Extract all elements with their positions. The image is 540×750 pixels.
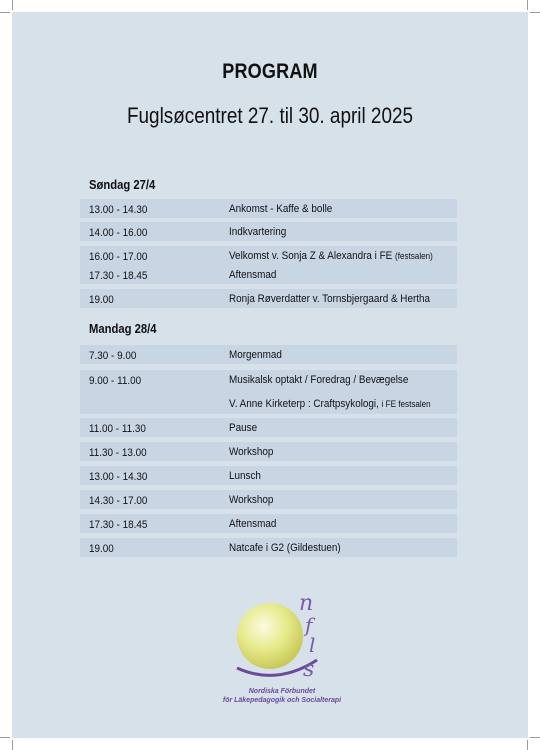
schedule-row: [80, 246, 457, 265]
sphere-icon: [237, 603, 303, 669]
row-time: 17.30 - 18.45: [89, 270, 148, 282]
row-time: 16.00 - 17.00: [89, 251, 148, 263]
logo-org-line2: för Läkepedagogik och Socialterapi: [222, 697, 342, 704]
program-page: [12, 12, 528, 738]
row-description: Indkvartering: [229, 226, 287, 238]
row-description: Workshop: [229, 494, 274, 506]
row-description: [229, 250, 433, 262]
row-description: Ankomst - Kaffe & bolle: [229, 203, 333, 215]
logo-letter-l: l: [309, 633, 316, 657]
logo-org-line1: Nordiska Förbundet: [248, 688, 316, 695]
row-description-2-text: V. Anne Kirketerp : Craftpsykologi,: [229, 398, 379, 410]
row-description: Aftensmad: [229, 269, 277, 281]
page-title: PROGRAM: [222, 60, 318, 83]
schedule-row: [80, 222, 457, 241]
row-time: 9.00 - 11.00: [89, 375, 142, 387]
row-description: Ronja Røverdatter v. Tornsbjergaard & Hertha: [229, 293, 431, 305]
schedule-row: [80, 418, 457, 437]
schedule-row: [80, 490, 457, 509]
schedule-row: [80, 370, 457, 414]
logo-letter-s: s: [303, 657, 315, 682]
crop-mark: [12, 740, 13, 750]
row-description-2: [229, 398, 431, 410]
logo-letter-n: n: [299, 591, 314, 616]
row-time: 13.00 - 14.30: [89, 204, 148, 216]
row-description-text: Velkomst v. Sonja Z & Alexandra i FE: [229, 250, 393, 262]
crop-mark: [0, 12, 10, 13]
row-description: Natcafe i G2 (Gildestuen): [229, 542, 341, 554]
crop-mark: [527, 740, 528, 750]
row-time: 11.30 - 13.00: [89, 447, 147, 459]
row-note: i FE festsalen: [381, 399, 431, 409]
schedule-row: [80, 265, 457, 284]
crop-mark: [12, 0, 13, 10]
row-time: 14.30 - 17.00: [89, 495, 148, 507]
row-description: Musikalsk optakt / Foredrag / Bevægelse: [229, 374, 409, 386]
schedule-row: [80, 442, 457, 461]
crop-mark: [0, 737, 10, 738]
row-description: Aftensmad: [229, 518, 277, 530]
row-time: 17.30 - 18.45: [89, 519, 148, 531]
row-time: 11.00 - 11.30: [89, 423, 146, 435]
crop-mark: [530, 12, 540, 13]
crop-mark: [527, 0, 528, 10]
schedule-row: [80, 514, 457, 533]
crop-mark: [530, 737, 540, 738]
row-description: Morgenmad: [229, 349, 282, 361]
schedule-row: [80, 289, 457, 308]
row-description: Workshop: [229, 446, 274, 458]
row-time: 19.00: [89, 294, 114, 306]
row-time: 7.30 - 9.00: [89, 350, 137, 362]
row-description: Lunsch: [229, 470, 261, 482]
row-description: Pause: [229, 422, 258, 434]
schedule-row: [80, 345, 457, 364]
section-heading-sunday: Søndag 27/4: [89, 178, 156, 192]
row-time: 13.00 - 14.30: [89, 471, 148, 483]
row-time: 14.00 - 16.00: [89, 227, 148, 239]
section-heading-monday: Mandag 28/4: [89, 322, 157, 336]
schedule-row: [80, 466, 457, 485]
row-time: 19.00: [89, 543, 114, 555]
logo-graphic: [207, 590, 357, 686]
schedule-row: [80, 199, 457, 218]
nfls-logo: [207, 590, 357, 710]
logo-letter-f: f: [305, 613, 313, 637]
page-subtitle: Fuglsøcentret 27. til 30. april 2025: [126, 103, 414, 128]
row-note: (festsalen): [395, 251, 433, 261]
schedule-row: [80, 538, 457, 557]
